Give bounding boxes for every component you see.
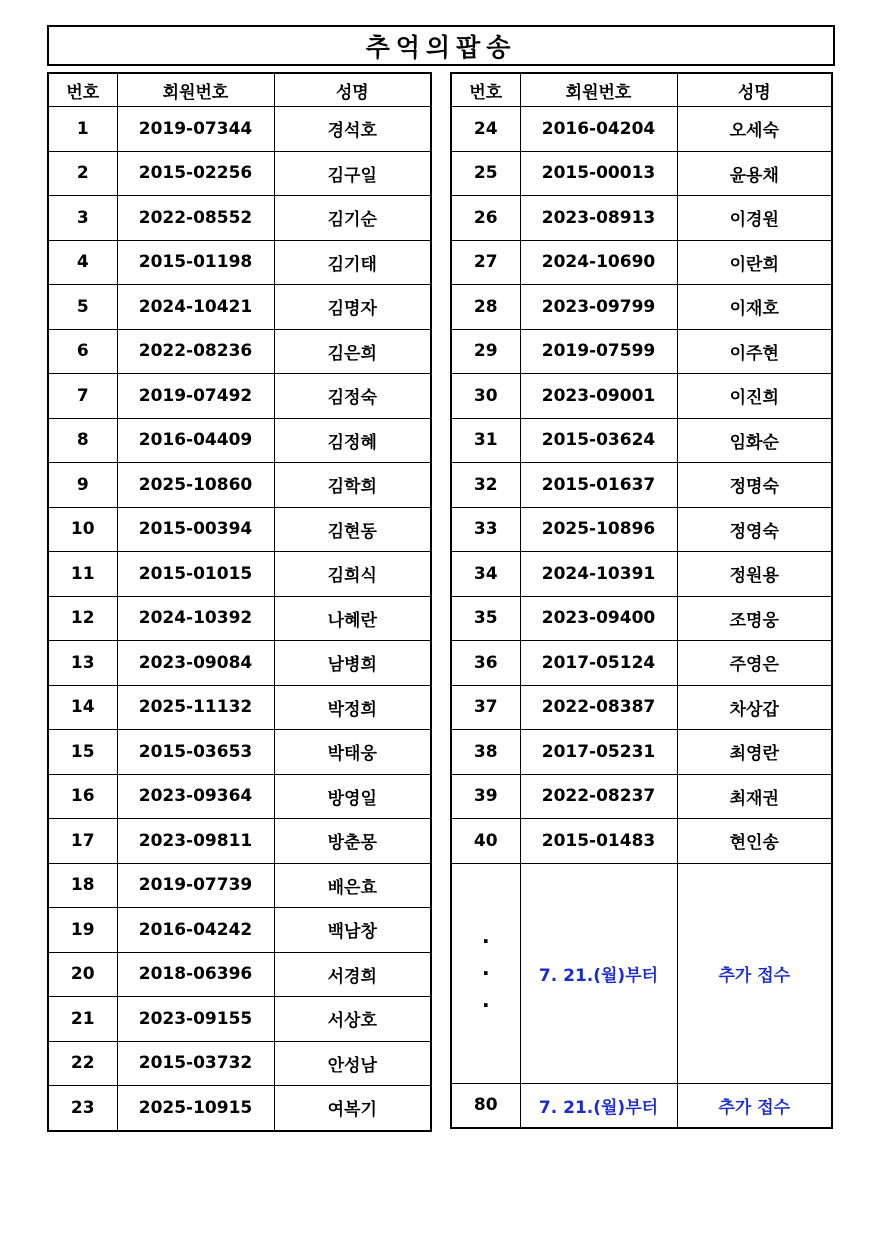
dot: · [481,993,490,1017]
row-number: 21 [48,997,117,1042]
row-member-id: 2023-09155 [117,997,274,1042]
row-member-id: 2023-09001 [520,374,677,419]
row-name: 박태웅 [274,730,431,775]
header-number: 번호 [451,73,520,107]
row-registration-note: 추가 접수 [677,1083,832,1128]
row-number: 9 [48,463,117,508]
row-number: 4 [48,240,117,285]
table-row [48,552,431,597]
dot: · [481,929,490,953]
row-number: 22 [48,1041,117,1086]
row-number: 40 [451,819,520,864]
row-number: 25 [451,151,520,196]
row-number: 33 [451,507,520,552]
table-row [451,240,832,285]
row-name: 김학희 [274,463,431,508]
row-name: 최영란 [677,730,832,775]
row-name: 경석호 [274,107,431,152]
roster-table-right [450,72,833,1129]
row-number: 31 [451,418,520,463]
row-name: 김명자 [274,285,431,330]
row-name: 이진희 [677,374,832,419]
table-row [451,418,832,463]
row-number: 23 [48,1086,117,1131]
row-name: 이주현 [677,329,832,374]
row-number: 1 [48,107,117,152]
row-number: 7 [48,374,117,419]
row-name: 차상갑 [677,685,832,730]
row-member-id: 2015-03624 [520,418,677,463]
row-name: 김정숙 [274,374,431,419]
row-number: 27 [451,240,520,285]
row-number: 26 [451,196,520,241]
table-row-last [451,1083,832,1128]
table-row [451,552,832,597]
row-member-id: 2022-08387 [520,685,677,730]
registration-open-note: 추가 접수 [677,863,832,1083]
ellipsis-dots [452,929,520,1017]
row-name: 오세숙 [677,107,832,152]
table-row [451,329,832,374]
header-row [48,73,431,107]
ellipsis-cell [451,863,520,1083]
row-member-id: 2022-08552 [117,196,274,241]
row-number: 37 [451,685,520,730]
table-row [48,374,431,419]
row-member-id: 2023-08913 [520,196,677,241]
registration-date-note: 7. 21.(월)부터 [520,863,677,1083]
row-number: 15 [48,730,117,775]
row-member-id: 2016-04204 [520,107,677,152]
table-row [48,107,431,152]
row-name: 배은효 [274,863,431,908]
row-number: 10 [48,507,117,552]
row-member-id: 2015-03732 [117,1041,274,1086]
table-row [451,196,832,241]
row-number: 34 [451,552,520,597]
table-row [48,774,431,819]
row-member-id: 2015-00013 [520,151,677,196]
row-name: 임화순 [677,418,832,463]
row-number: 39 [451,774,520,819]
row-number: 3 [48,196,117,241]
row-number: 8 [48,418,117,463]
table-row [48,819,431,864]
row-member-id: 2015-01637 [520,463,677,508]
table-row [451,151,832,196]
row-member-id: 2015-03653 [117,730,274,775]
table-row [48,1086,431,1131]
table-row [48,952,431,997]
row-member-id: 2025-10915 [117,1086,274,1131]
row-member-id: 2015-01015 [117,552,274,597]
row-number: 80 [451,1083,520,1128]
row-number: 35 [451,596,520,641]
row-number: 13 [48,641,117,686]
row-date-note: 7. 21.(월)부터 [520,1083,677,1128]
row-name: 정명숙 [677,463,832,508]
table-row [48,151,431,196]
row-member-id: 2017-05124 [520,641,677,686]
row-number: 16 [48,774,117,819]
row-member-id: 2023-09400 [520,596,677,641]
row-name: 김은희 [274,329,431,374]
table-row [451,463,832,508]
row-member-id: 2015-01483 [520,819,677,864]
row-number: 12 [48,596,117,641]
row-member-id: 2025-10896 [520,507,677,552]
table-row [451,107,832,152]
row-number: 17 [48,819,117,864]
header-name: 성명 [274,73,431,107]
row-name: 김기태 [274,240,431,285]
row-number: 29 [451,329,520,374]
table-row [48,329,431,374]
row-name: 이재호 [677,285,832,330]
table-row [451,285,832,330]
row-name: 윤용채 [677,151,832,196]
row-member-id: 2019-07599 [520,329,677,374]
row-number: 14 [48,685,117,730]
row-name: 이경원 [677,196,832,241]
row-member-id: 2024-10421 [117,285,274,330]
row-name: 이란희 [677,240,832,285]
row-member-id: 2019-07492 [117,374,274,419]
table-row [48,908,431,953]
table-row [48,641,431,686]
table-row [48,863,431,908]
row-member-id: 2018-06396 [117,952,274,997]
table-row [48,196,431,241]
table-row [451,596,832,641]
row-name: 남병희 [274,641,431,686]
row-name: 주영은 [677,641,832,686]
header-member-id: 회원번호 [117,73,274,107]
row-name: 정영숙 [677,507,832,552]
row-number: 11 [48,552,117,597]
row-member-id: 2015-00394 [117,507,274,552]
page-title: 추억의팝송 [47,25,835,66]
row-member-id: 2019-07344 [117,107,274,152]
table-row [451,774,832,819]
row-member-id: 2023-09364 [117,774,274,819]
row-member-id: 2019-07739 [117,863,274,908]
row-number: 30 [451,374,520,419]
row-name: 백남창 [274,908,431,953]
row-member-id: 2016-04242 [117,908,274,953]
row-number: 5 [48,285,117,330]
row-number: 28 [451,285,520,330]
row-number: 20 [48,952,117,997]
row-name: 여복기 [274,1086,431,1131]
row-member-id: 2023-09811 [117,819,274,864]
row-member-id: 2022-08237 [520,774,677,819]
row-member-id: 2023-09799 [520,285,677,330]
row-name: 안성남 [274,1041,431,1086]
table-row [48,285,431,330]
row-name: 정원용 [677,552,832,597]
table-row [451,819,832,864]
table-row [48,685,431,730]
row-number: 19 [48,908,117,953]
row-name: 김구일 [274,151,431,196]
table-row [48,418,431,463]
row-member-id: 2016-04409 [117,418,274,463]
row-name: 김기순 [274,196,431,241]
dot: · [481,961,490,985]
row-member-id: 2025-10860 [117,463,274,508]
table-row [48,596,431,641]
row-number: 36 [451,641,520,686]
row-number: 24 [451,107,520,152]
row-number: 2 [48,151,117,196]
row-member-id: 2025-11132 [117,685,274,730]
row-member-id: 2022-08236 [117,329,274,374]
table-row [48,997,431,1042]
row-name: 박정희 [274,685,431,730]
row-name: 방춘몽 [274,819,431,864]
table-row [451,730,832,775]
table-row [451,685,832,730]
table-row [451,641,832,686]
roster-table-left [47,72,432,1132]
table-row [48,507,431,552]
row-member-id: 2024-10690 [520,240,677,285]
row-name: 서상호 [274,997,431,1042]
row-name: 현인송 [677,819,832,864]
header-row [451,73,832,107]
row-member-id: 2024-10392 [117,596,274,641]
row-name: 방영일 [274,774,431,819]
row-number: 18 [48,863,117,908]
row-name: 김희식 [274,552,431,597]
table-row [48,463,431,508]
row-name: 최재권 [677,774,832,819]
table-row [48,730,431,775]
table-row [48,1041,431,1086]
table-row [451,374,832,419]
table-row [48,240,431,285]
row-name: 나혜란 [274,596,431,641]
row-member-id: 2023-09084 [117,641,274,686]
header-member-id: 회원번호 [520,73,677,107]
row-name: 조명웅 [677,596,832,641]
table-row [451,507,832,552]
row-name: 김현동 [274,507,431,552]
row-member-id: 2017-05231 [520,730,677,775]
header-number: 번호 [48,73,117,107]
row-number: 32 [451,463,520,508]
row-number: 38 [451,730,520,775]
row-member-id: 2015-02256 [117,151,274,196]
row-number: 6 [48,329,117,374]
header-name: 성명 [677,73,832,107]
row-name: 서경희 [274,952,431,997]
row-member-id: 2015-01198 [117,240,274,285]
row-name: 김정혜 [274,418,431,463]
row-member-id: 2024-10391 [520,552,677,597]
